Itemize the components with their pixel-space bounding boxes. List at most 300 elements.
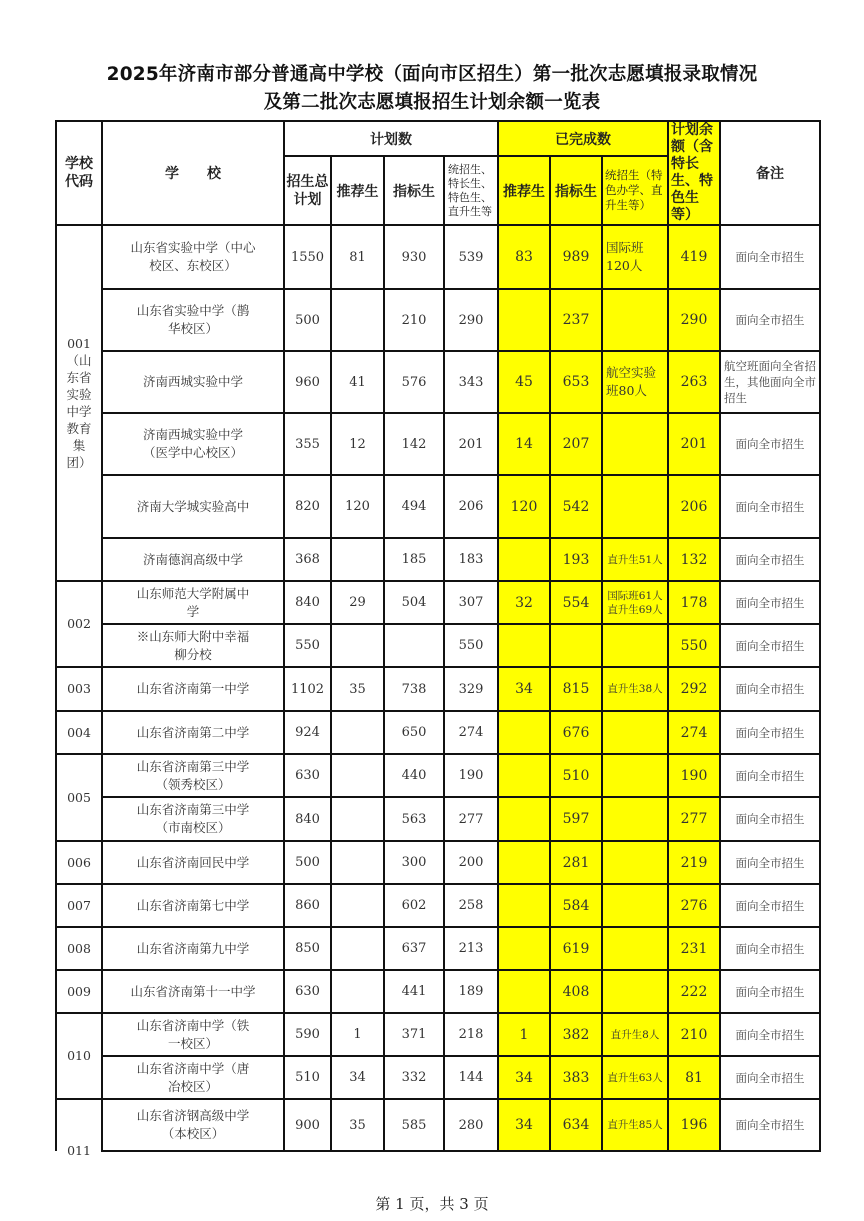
plan-total-cell-text: 924 [295,725,320,740]
done-recommend-cell-text: 14 [515,436,533,452]
done-unified-cell [602,538,668,581]
table-row [56,1099,820,1151]
plan-unified-cell-text: 200 [458,855,484,870]
plan-recommend-cell [331,581,384,624]
school-name-cell-text: 山东省济钢高级中学（本校区） [136,1108,250,1141]
remark-cell-text: 面向全市招生 [735,1070,805,1085]
plan-total-cell-text: 1102 [290,681,325,697]
remaining-cell [668,225,720,289]
plan-total-cell-text: 630 [295,768,320,783]
table-row [56,1056,820,1099]
remark-cell-text: 航空班面向全省招生，其他面向全市招生 [724,359,817,405]
done-quota-cell [550,289,602,351]
plan-quota-cell-text: 440 [401,768,427,783]
header-remaining: 计划余额（含特长生、特色生等） [668,121,720,225]
table-row [56,1013,820,1056]
school-code-cell-text: 009 [67,983,91,999]
done-unified-cell [602,927,668,970]
done-recommend-cell [498,797,550,841]
remaining-cell-text: 132 [680,551,708,568]
remark-cell [720,711,820,754]
done-unified-cell-text: 直升生63人 [607,1071,663,1084]
plan-quota-cell-text: 441 [401,984,427,999]
plan-total-cell [284,1056,331,1099]
plan-unified-cell [444,1056,498,1099]
plan-unified-cell [444,667,498,711]
plan-quota-cell [384,581,444,624]
remaining-cell [668,413,720,475]
plan-unified-cell [444,1013,498,1056]
plan-total-cell [284,841,331,884]
done-unified-cell-text: 直升生85人 [607,1119,663,1131]
page-indicator: 第 1 页，共 3 页 [375,1195,489,1213]
remaining-cell-text: 292 [680,681,708,697]
plan-total-cell-text: 840 [295,595,320,610]
school-name-cell-text: 山东省济南中学（铁一校区） [136,1017,250,1051]
plan-quota-cell-text: 142 [401,436,427,452]
school-name-cell [102,581,284,624]
done-recommend-cell-text: 120 [510,498,538,515]
plan-unified-cell-text: 144 [458,1070,484,1085]
remaining-cell-text: 201 [680,436,708,452]
remaining-cell [668,754,720,797]
plan-unified-cell [444,581,498,624]
done-recommend-cell [498,475,550,538]
plan-quota-cell-text: 576 [401,374,427,390]
done-quota-cell-text: 542 [562,498,590,515]
plan-quota-cell [384,797,444,841]
plan-quota-cell-text: 300 [401,855,427,870]
school-code-cell-text: 003 [67,681,91,696]
remark-cell [720,754,820,797]
school-name-cell-text: 山东省济南第一中学 [136,681,250,696]
done-recommend-cell-text: 83 [515,249,533,265]
plan-unified-cell-text: 280 [458,1117,484,1133]
school-code-cell [56,754,102,841]
table-row [56,711,820,754]
plan-quota-cell [384,1013,444,1056]
school-code-cell [56,1013,102,1099]
done-quota-cell-text: 619 [562,940,590,957]
table-body [56,225,820,1158]
remark-cell [720,1013,820,1056]
done-quota-cell [550,1056,602,1099]
remaining-cell-text: 206 [680,498,708,515]
table-row [56,884,820,927]
plan-unified-cell [444,624,498,667]
school-name-cell [102,538,284,581]
done-recommend-cell [498,1056,550,1099]
school-code-cell-text: 006 [67,854,91,870]
plan-unified-cell-text: 189 [458,984,484,999]
plan-quota-cell [384,970,444,1013]
plan-recommend-cell [331,1056,384,1099]
remark-cell [720,797,820,841]
done-quota-cell [550,797,602,841]
done-unified-cell [602,841,668,884]
table-row [56,797,820,841]
remaining-cell [668,841,720,884]
header-plan-quota: 指标生 [384,156,444,225]
school-name-cell-text: 山东省济南中学（唐冶校区） [136,1060,250,1094]
plan-total-cell-text: 550 [295,638,320,653]
plan-recommend-cell [331,711,384,754]
remark-cell [720,413,820,475]
remaining-cell-text: 219 [680,854,708,871]
remaining-cell [668,667,720,711]
table-row [56,225,820,289]
plan-total-cell [284,289,331,351]
remark-cell [720,624,820,667]
done-unified-cell [602,351,668,413]
school-name-cell-text: 山东省济南第十一中学 [130,983,256,999]
done-unified-cell [602,225,668,289]
plan-quota-cell [384,1099,444,1151]
done-recommend-cell [498,841,550,884]
done-recommend-cell [498,884,550,927]
done-quota-cell-text: 815 [562,681,590,697]
remark-cell-text: 面向全市招生 [735,855,805,870]
school-name-cell [102,1013,284,1056]
remaining-cell-text: 276 [680,897,708,914]
remaining-cell [668,538,720,581]
plan-recommend-cell [331,475,384,538]
plan-unified-cell [444,538,498,581]
remaining-cell [668,711,720,754]
plan-recommend-cell [331,927,384,970]
plan-recommend-cell [331,289,384,351]
remaining-cell-text: 222 [680,983,708,1000]
school-code-cell-text: 004 [67,724,91,740]
plan-quota-cell-text: 930 [401,249,427,265]
plan-recommend-cell [331,667,384,711]
header-remark: 备注 [720,121,820,225]
remaining-cell [668,624,720,667]
remark-cell [720,475,820,538]
done-quota-cell-text: 237 [562,312,590,328]
remark-cell-text: 面向全市招生 [735,682,805,696]
plan-quota-cell-text: 210 [401,312,427,328]
plan-total-cell [284,581,331,624]
plan-total-cell-text: 850 [295,941,320,956]
remark-cell [720,581,820,624]
table-row [56,754,820,797]
plan-quota-cell-text: 494 [401,499,427,514]
done-unified-cell [602,797,668,841]
plan-unified-cell-text: 329 [458,681,484,697]
plan-total-cell-text: 1550 [290,249,325,265]
done-recommend-cell [498,289,550,351]
remaining-cell [668,475,720,538]
done-quota-cell [550,624,602,667]
plan-recommend-cell-text: 35 [349,1117,366,1133]
school-name-cell-text: 山东省济南第二中学 [136,724,250,740]
done-quota-cell [550,413,602,475]
school-name-cell-text: 山东省实验中学（中心校区、东校区） [130,240,256,273]
plan-total-cell-text: 900 [295,1117,320,1133]
plan-recommend-cell [331,1013,384,1056]
plan-total-cell-text: 368 [295,552,320,567]
plan-total-cell [284,475,331,538]
plan-total-cell [284,538,331,581]
header-done-group: 已完成数 [498,121,668,156]
table-row [56,413,820,475]
plan-unified-cell [444,225,498,289]
remaining-cell [668,581,720,624]
remark-cell [720,289,820,351]
remark-cell-text: 面向全市招生 [735,812,805,826]
plan-quota-cell [384,538,444,581]
school-name-cell-text: 济南西城实验中学 [142,374,243,389]
plan-unified-cell [444,1099,498,1151]
school-code-cell-text: 002 [67,616,91,631]
school-name-cell [102,797,284,841]
done-quota-cell-text: 408 [562,983,590,1000]
done-quota-cell-text: 653 [562,374,590,390]
plan-unified-cell-text: 290 [458,312,484,328]
done-unified-cell [602,884,668,927]
plan-total-cell [284,754,331,797]
plan-total-cell [284,667,331,711]
remaining-cell [668,1013,720,1056]
plan-unified-cell [444,797,498,841]
school-code-cell [56,841,102,884]
enrollment-table [55,120,821,1158]
remaining-cell-text: 178 [680,594,708,611]
done-quota-cell [550,475,602,538]
plan-unified-cell [444,884,498,927]
plan-quota-cell [384,624,444,667]
done-recommend-cell-text: 34 [515,681,533,697]
plan-unified-cell [444,970,498,1013]
done-recommend-cell-text: 32 [515,594,533,611]
header-plan-group: 计划数 [284,121,498,156]
remaining-cell-text: 290 [680,312,708,328]
done-quota-cell-text: 193 [562,551,590,568]
plan-unified-cell-text: 213 [458,941,484,956]
plan-quota-cell-text: 738 [401,681,427,697]
done-unified-cell [602,754,668,797]
school-code-cell [56,667,102,711]
plan-recommend-cell-text: 29 [349,595,366,610]
remark-cell [720,970,820,1013]
done-quota-cell [550,1013,602,1056]
school-name-cell [102,841,284,884]
plan-recommend-cell [331,225,384,289]
plan-recommend-cell-text: 81 [349,249,366,265]
plan-recommend-cell [331,970,384,1013]
school-code-cell [56,711,102,754]
done-recommend-cell-text: 1 [519,1026,529,1043]
school-name-cell-text: 济南德润高级中学 [142,551,243,567]
plan-quota-cell [384,884,444,927]
remark-cell [720,667,820,711]
remark-cell-text: 面向全市招生 [735,595,805,610]
plan-total-cell [284,797,331,841]
plan-recommend-cell [331,538,384,581]
remark-cell-text: 面向全市招生 [735,552,805,567]
header-plan-total: 招生总计划 [284,156,331,225]
plan-quota-cell [384,841,444,884]
plan-unified-cell-text: 183 [458,552,484,567]
remark-cell-text: 面向全市招生 [735,1118,805,1132]
plan-quota-cell [384,711,444,754]
enrollment-table-container [55,120,819,1158]
plan-quota-cell-text: 637 [401,941,427,956]
plan-recommend-cell-text: 1 [353,1027,362,1042]
remaining-cell-text: 550 [680,637,708,654]
plan-total-cell-text: 355 [295,436,320,452]
school-code-cell [56,225,102,581]
plan-total-cell [284,1099,331,1151]
plan-quota-cell-text: 585 [401,1117,427,1133]
done-quota-cell-text: 382 [562,1026,590,1043]
header-plan-recommend: 推荐生 [331,156,384,225]
remaining-cell-text: 263 [680,374,708,390]
plan-recommend-cell-text: 41 [349,374,366,390]
done-quota-cell [550,581,602,624]
done-recommend-cell [498,351,550,413]
plan-quota-cell-text: 371 [401,1027,427,1042]
done-recommend-cell [498,225,550,289]
school-code-cell [56,581,102,667]
done-unified-cell [602,624,668,667]
done-quota-cell [550,841,602,884]
plan-unified-cell [444,711,498,754]
school-name-cell [102,711,284,754]
remark-cell-text: 面向全市招生 [735,638,805,653]
remaining-cell-text: 190 [680,767,708,784]
plan-quota-cell [384,927,444,970]
done-recommend-cell [498,413,550,475]
document-title-line-2: 及第二批次志愿填报招生计划余额一览表 [263,92,601,113]
plan-quota-cell-text: 332 [401,1070,427,1085]
plan-unified-cell-text: 307 [458,595,484,610]
plan-total-cell [284,351,331,413]
plan-unified-cell [444,289,498,351]
done-quota-cell-text: 989 [562,249,590,265]
remaining-cell [668,1056,720,1099]
plan-recommend-cell [331,351,384,413]
plan-quota-cell-text: 650 [401,725,427,740]
done-recommend-cell [498,667,550,711]
done-quota-cell [550,538,602,581]
remaining-cell [668,1099,720,1151]
done-unified-cell [602,1056,668,1099]
plan-quota-cell-text: 185 [401,552,427,567]
school-code-cell [56,884,102,927]
plan-recommend-cell [331,754,384,797]
plan-unified-cell-text: 277 [458,811,484,827]
school-name-cell [102,1099,284,1151]
done-unified-cell-text: 直升生38人 [607,683,663,695]
plan-quota-cell-text: 602 [401,898,427,913]
done-recommend-cell-text: 34 [515,1117,533,1133]
plan-unified-cell-text: 190 [458,768,484,783]
done-recommend-cell [498,711,550,754]
plan-quota-cell [384,289,444,351]
done-unified-cell [602,289,668,351]
plan-total-cell [284,970,331,1013]
school-code-cell-text: 008 [67,940,91,956]
remaining-cell [668,884,720,927]
remark-cell [720,225,820,289]
plan-unified-cell-text: 218 [458,1027,484,1042]
done-quota-cell-text: 634 [562,1117,590,1133]
remaining-cell-text: 274 [680,724,708,741]
remaining-cell [668,927,720,970]
done-unified-cell [602,413,668,475]
done-unified-cell [602,475,668,538]
school-code-cell-text: 011 [67,1143,91,1158]
done-recommend-cell-text: 34 [515,1069,533,1086]
done-quota-cell-text: 554 [562,594,590,611]
school-code-cell [56,1099,102,1158]
plan-quota-cell-text: 563 [401,811,427,827]
plan-unified-cell-text: 201 [458,436,484,452]
school-name-cell [102,289,284,351]
school-name-cell [102,225,284,289]
school-code-cell-text: 001（山东省实验中学教育集团） [66,336,92,470]
plan-recommend-cell-text: 120 [345,499,370,514]
done-quota-cell [550,754,602,797]
remaining-cell [668,351,720,413]
remark-cell-text: 面向全市招生 [735,313,805,327]
plan-quota-cell [384,754,444,797]
done-quota-cell-text: 584 [562,897,590,914]
school-name-cell-text: 山东省济南第三中学（市南校区） [136,802,250,835]
remark-cell-text: 面向全市招生 [735,725,805,740]
document-title-line-1: 2025年济南市部分普通高中学校（面向市区招生）第一批次志愿填报录取情况 [106,64,758,85]
plan-unified-cell-text: 274 [458,725,484,740]
remaining-cell [668,970,720,1013]
remark-cell [720,884,820,927]
done-quota-cell-text: 597 [562,811,590,827]
plan-quota-cell-text: 504 [401,595,427,610]
done-quota-cell [550,1099,602,1151]
school-name-cell [102,754,284,797]
remaining-cell [668,289,720,351]
plan-total-cell [284,711,331,754]
plan-unified-cell [444,351,498,413]
done-unified-cell [602,970,668,1013]
remark-cell-text: 面向全市招生 [735,250,805,264]
school-name-cell-text: 山东省实验中学（鹊华校区） [136,303,250,336]
done-recommend-cell [498,624,550,667]
plan-total-cell [284,225,331,289]
table-row [56,351,820,413]
remark-cell [720,841,820,884]
school-name-cell [102,624,284,667]
plan-unified-cell [444,841,498,884]
remark-cell [720,1099,820,1151]
plan-unified-cell-text: 206 [458,499,484,514]
plan-total-cell-text: 840 [295,811,320,827]
remaining-cell-text: 277 [680,811,708,827]
remark-cell [720,538,820,581]
table-row [56,841,820,884]
plan-unified-cell-text: 258 [458,898,484,913]
school-name-cell [102,475,284,538]
remark-cell-text: 面向全市招生 [735,1027,805,1042]
done-quota-cell-text: 281 [562,854,590,871]
plan-unified-cell-text: 539 [458,249,484,265]
done-quota-cell [550,970,602,1013]
done-unified-cell-text: 直升生8人 [610,1028,660,1041]
table-row [56,289,820,351]
done-recommend-cell [498,538,550,581]
done-recommend-cell [498,970,550,1013]
